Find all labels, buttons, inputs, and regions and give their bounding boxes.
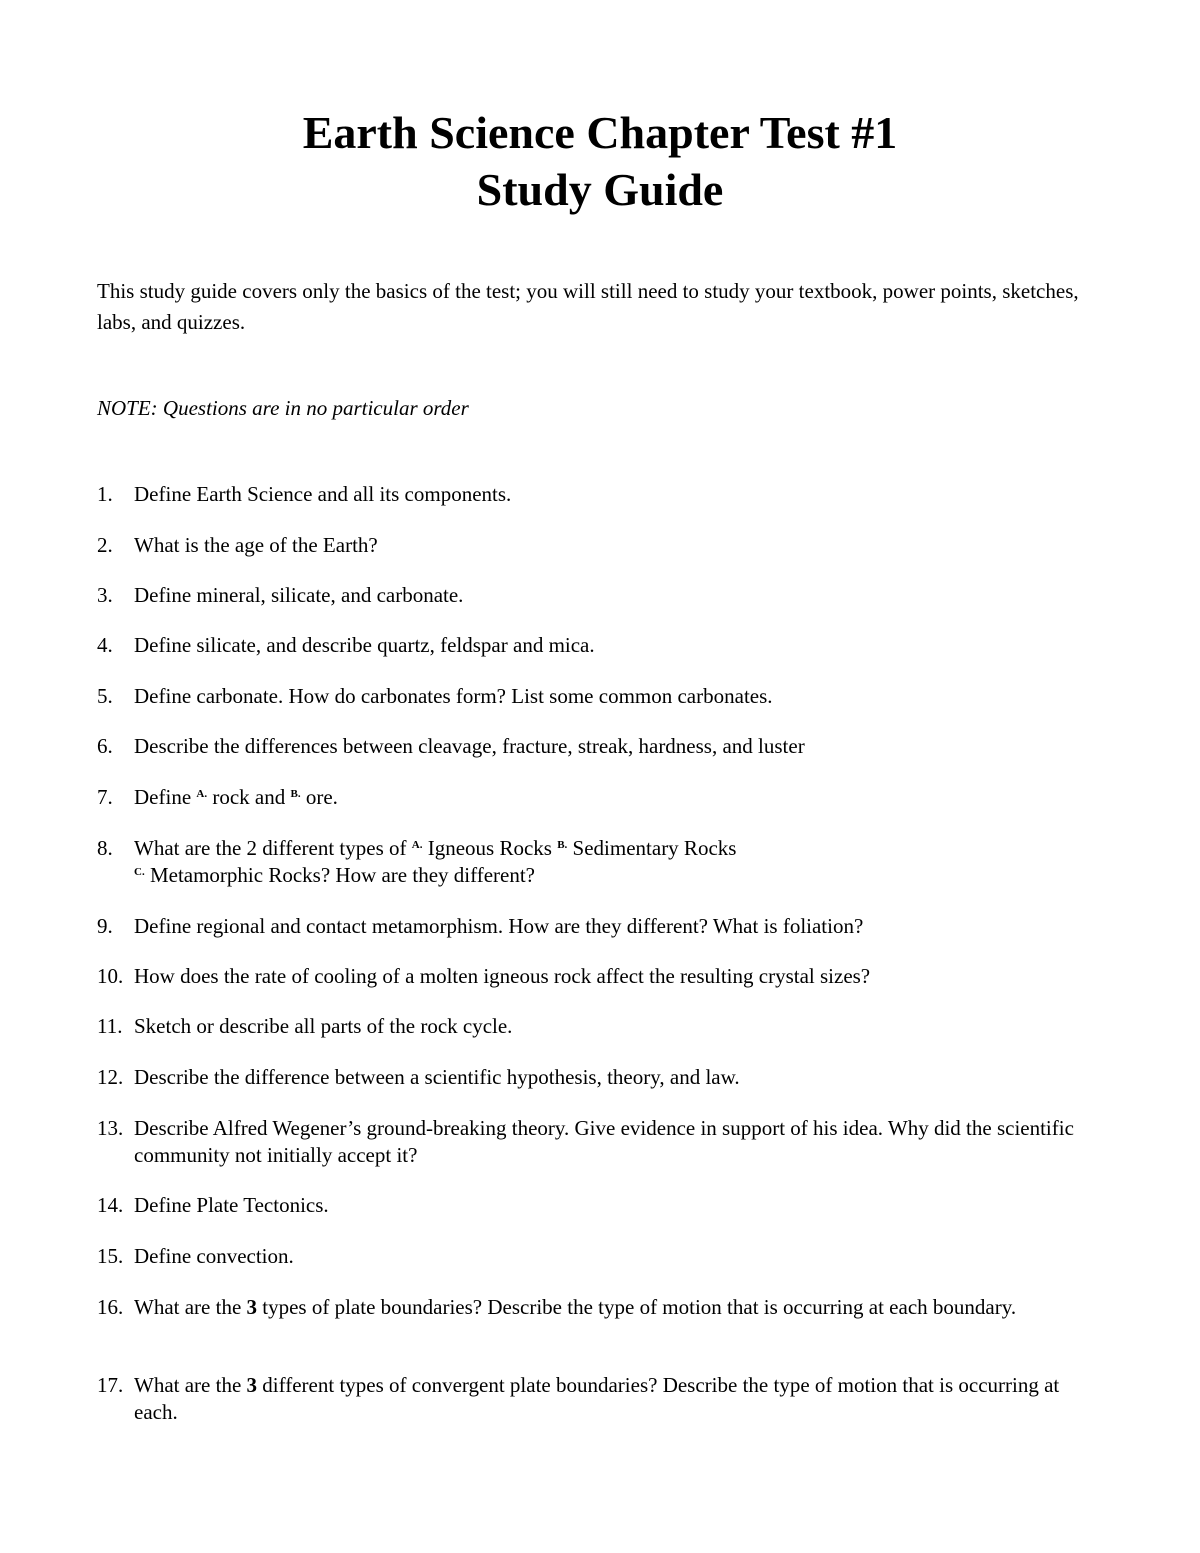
question-text (134, 835, 1107, 889)
question-number: 14. (97, 1193, 124, 1217)
question-number: 7. (97, 785, 113, 809)
question-text: Define Plate Tectonics. (134, 1193, 329, 1217)
question-13 (97, 1115, 1107, 1169)
question-10 (97, 963, 1107, 990)
question-15 (97, 1243, 1107, 1270)
question-text: Define convection. (134, 1244, 294, 1268)
question-number: 16. (97, 1295, 124, 1319)
question-17 (97, 1372, 1107, 1426)
question-1 (97, 481, 1107, 508)
question-text-part: types of plate boundaries? Describe the type of motion that is occurring at each boundary. (262, 1295, 1017, 1319)
question-number: 11. (97, 1014, 123, 1038)
question-text (134, 1372, 1107, 1426)
question-text-part: What are the (134, 1373, 242, 1397)
question-text: Describe the differences between cleavage, fracture, streak, hardness, and luster (134, 734, 805, 758)
question-number: 10. (97, 964, 124, 988)
intro-paragraph: This study guide covers only the basics of the test; you will still need to study your textbook, power points, sketches, labs, and quizzes. (97, 279, 1079, 334)
question-4 (97, 632, 1107, 659)
question-12 (97, 1064, 1107, 1091)
question-14 (97, 1192, 1107, 1219)
question-text: Describe Alfred Wegener’s ground-breaking theory. Give evidence in support of his idea. Why did the scientific community not initially accept it? (134, 1116, 1074, 1167)
question-number: 1. (97, 482, 113, 506)
question-text-part: Define (134, 785, 192, 809)
item-marker-a: A. (411, 839, 423, 851)
item-marker-c: C. (134, 866, 145, 878)
question-text: Define carbonate. How do carbonates form? List some common carbonates. (134, 684, 773, 708)
question-11 (97, 1013, 1107, 1040)
question-text: Describe the difference between a scientific hypothesis, theory, and law. (134, 1065, 740, 1089)
question-16 (97, 1294, 1107, 1321)
order-note: NOTE: Questions are in no particular order (97, 396, 469, 420)
question-text-part: Metamorphic Rocks? How are they different? (149, 863, 536, 887)
question-9 (97, 913, 1107, 940)
question-8 (97, 835, 1107, 889)
question-text: Sketch or describe all parts of the rock cycle. (134, 1014, 513, 1038)
question-text-part: Igneous Rocks (427, 836, 552, 860)
question-number: 12. (97, 1065, 124, 1089)
question-text: Define silicate, and describe quartz, feldspar and mica. (134, 633, 595, 657)
question-6 (97, 733, 1107, 760)
page-subtitle: Study Guide (476, 164, 724, 215)
question-number: 15. (97, 1244, 124, 1268)
question-number: 2. (97, 533, 113, 557)
question-text: Define regional and contact metamorphism. How are they different? What is foliation? (134, 914, 864, 938)
question-number: 5. (97, 684, 113, 708)
question-number: 17. (97, 1373, 124, 1397)
question-text-part: What are the 2 different types of (134, 836, 407, 860)
question-2 (97, 532, 1107, 559)
question-number: 3. (97, 583, 113, 607)
question-text-part: What are the (134, 1295, 242, 1319)
question-text (134, 784, 1107, 811)
question-text-part: rock and (212, 785, 286, 809)
question-5 (97, 683, 1107, 710)
item-marker-b: B. (557, 839, 568, 851)
question-text-part: ore. (305, 785, 338, 809)
question-text-part: Sedimentary Rocks (572, 836, 737, 860)
question-3 (97, 582, 1107, 609)
page-title: Earth Science Chapter Test #1 (302, 107, 898, 158)
item-marker-b: B. (290, 788, 301, 800)
question-text: Define Earth Science and all its components. (134, 482, 512, 506)
question-text: Define mineral, silicate, and carbonate. (134, 583, 464, 607)
item-marker-a: A. (196, 788, 208, 800)
question-7 (97, 784, 1107, 811)
question-text: How does the rate of cooling of a molten igneous rock affect the resulting crystal sizes? (134, 964, 871, 988)
question-number: 9. (97, 914, 113, 938)
question-text: What is the age of the Earth? (134, 533, 378, 557)
emphasized-number: 3 (246, 1373, 258, 1397)
question-text (134, 1294, 1107, 1321)
emphasized-number: 3 (246, 1295, 258, 1319)
question-number: 6. (97, 734, 113, 758)
question-number: 8. (97, 836, 113, 860)
question-text-part: different types of convergent plate boundaries? Describe the type of motion that is occurring at each. (134, 1373, 1060, 1424)
question-number: 13. (97, 1116, 124, 1140)
question-number: 4. (97, 633, 113, 657)
